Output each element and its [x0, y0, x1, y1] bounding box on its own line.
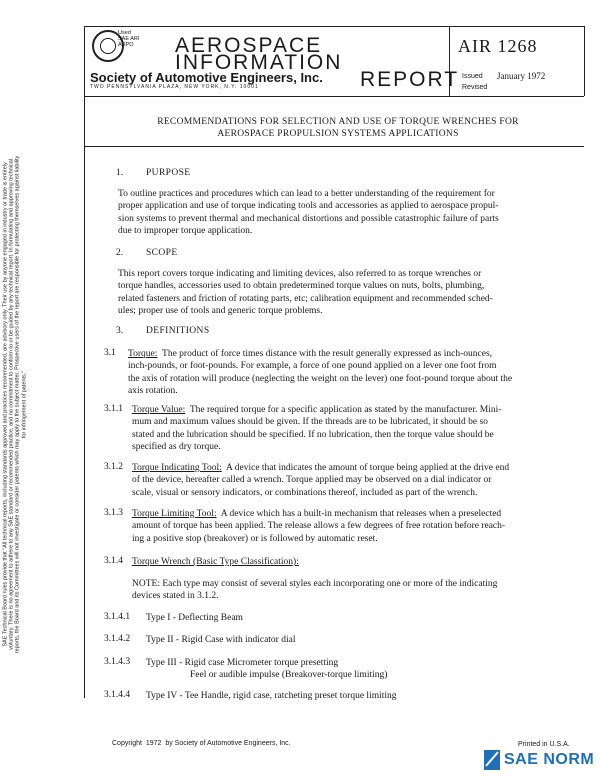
section-3-heading: DEFINITIONS [146, 326, 210, 336]
section-3-1-4-note [132, 578, 586, 603]
issued-date: January 1972 [497, 71, 546, 81]
section-3-1-4-3-text-2: Feel or audible impulse (Breakover-torque limiting) [190, 670, 388, 680]
copyright-label: Copyright [112, 740, 142, 747]
section-3-1-1-body [132, 404, 584, 453]
section-3-1-3-body [132, 508, 586, 545]
section-3-1-4-3-text: Type III - Rigid case Micrometer torque presetting [146, 658, 339, 668]
section-3-1-4-2-number: 3.1.4.2 [104, 634, 131, 644]
revised-label: Revised [462, 84, 488, 91]
definition-term: Torque Value: [132, 405, 186, 415]
text-line: specified as dry torque. [132, 441, 221, 452]
definition-term: Torque: [128, 349, 158, 359]
organization-name: Society of Automotive Engineers, Inc. [90, 70, 323, 85]
section-3-1-2-number: 3.1.2 [104, 462, 123, 472]
text-line: mum and maximum values should be given. If the threads are to be lubricated, it should be so [132, 417, 488, 428]
section-1-number: 1. [116, 168, 124, 178]
title-line-2: INFORMATION [175, 51, 343, 74]
issued-label: Issued [462, 73, 483, 80]
section-3-1-4-4-text: Type IV - Tee Handle, rigid case, ratcheting preset torque limiting [146, 691, 397, 701]
text-line: sion systems to prevent thermal and mechanical distortions and possible catastrophic failure of parts [118, 213, 499, 224]
section-2-number: 2. [116, 248, 124, 258]
title-bottom-rule [84, 146, 584, 147]
text-line: The product of force times distance with the result generally expressed as inch-ounces, [162, 349, 493, 359]
text-line: the axis of rotation will produce (neglecting the weight on the lever) one foot-pound torque about the [128, 373, 513, 384]
sae-norm-watermark [484, 748, 596, 772]
text-line: A device which has a built-in mechanism that releases when a preselected [220, 509, 502, 519]
section-2-heading: SCOPE [146, 248, 178, 258]
section-2-body [118, 268, 493, 317]
text-line: inch-pounds, or foot-pounds. For example, a force of one pound applied on a lever one foot from [128, 361, 497, 372]
printed-in: Printed in U.S.A. [518, 741, 570, 748]
section-3-1-number: 3.1 [104, 348, 116, 358]
copyright-org: by Society of Automotive Engineers, Inc. [165, 740, 291, 747]
text-line: The required torque for a specific application as stated by the manufacturer. Mini- [189, 405, 502, 415]
sae-norm-text: SAE NORM [504, 751, 595, 768]
text-line: stated and the lubrication should be specified. If no lubrication, then the torque value should be [132, 429, 494, 440]
text-line: axis rotation. [128, 385, 178, 396]
section-3-1-4-4-number: 3.1.4.4 [104, 690, 131, 700]
header-bottom-rule [84, 96, 584, 97]
text-line: ules; proper use of tools and generic torque problems. [118, 305, 323, 316]
document-title-line-1: RECOMMENDATIONS FOR SELECTION AND USE OF TORQUE WRENCHES FOR [157, 117, 519, 127]
header-top-rule [84, 26, 584, 27]
text-line: due to improper torque application. [118, 225, 253, 236]
section-3-1-4-1-text: Type I - Deflecting Beam [146, 613, 243, 623]
text-line: related fasteners and friction of rotating parts, etc; calibration equipment and recommended sched- [118, 293, 493, 304]
text-line: NOTE: Each type may consist of several styles each incorporating one or more of the indicating [132, 579, 498, 589]
section-3-1-4-1-number: 3.1.4.1 [104, 612, 131, 622]
text-line: proper application and use of torque indicating tools and accessories as applied to aerospace propul- [118, 201, 499, 212]
section-1-body [118, 188, 499, 237]
section-1-heading: PURPOSE [146, 168, 191, 178]
section-3-1-body [128, 348, 582, 397]
copyright-line [112, 740, 291, 747]
document-title-line-2: AEROSPACE PROPULSION SYSTEMS APPLICATIONS [217, 129, 459, 139]
left-margin-rule [84, 26, 85, 698]
text-line: of the device, hereafter called a wrench. Torque applied may be observed on a dial indicator or [132, 475, 492, 486]
logo-text: Used SAE ARI ARPO [118, 30, 140, 48]
text-line: devices stated in 3.1.2. [132, 591, 219, 602]
text-line: scale, visual or sensory indicators, or combinations thereof, included as part of the wrench. [132, 487, 478, 498]
text-line: amount of torque has been applied. The release allows a few degrees of free rotation before reach- [132, 521, 506, 532]
text-line: ing a positive stop (breakover) or is followed by automatic reset. [132, 533, 378, 544]
definition-term: Torque Limiting Tool: [132, 509, 217, 519]
text-line: torque handles, accessories used to obtain predetermined torque values on nuts, bolts, plumbing, [118, 281, 485, 292]
title-line-3: REPORT [360, 68, 460, 91]
section-3-number: 3. [116, 326, 124, 336]
text-line: To outline practices and procedures which can lead to a better understanding of the requirement for [118, 189, 495, 199]
sae-technical-board-note: SAE Technical Board rules provide that "All technical reports, including standards approved and practices recommended, are advisory only. Their use by anyone engaged in industry or trade is entirely voluntary. There is no agreement to adhere to any SAE standard or recommended practice, and no commitment to conform to or be guided by any technical report. In formulating and approving technical reports, the Board and its Committees will not investigate or consider patents which may apply to the subject matter. Prospective users of the report are responsible for protecting themselves against liability for infringement of patents." [2, 155, 28, 654]
text-line: This report covers torque indicating and limiting devices, also referred to as torque wrenches or [118, 269, 482, 279]
section-3-1-4-2-text: Type II - Rigid Case with indicator dial [146, 635, 296, 645]
copyright-year: 1972 [145, 740, 162, 747]
section-3-1-1-number: 3.1.1 [104, 404, 123, 414]
section-3-1-4-3-number: 3.1.4.3 [104, 657, 131, 667]
document-number: AIR 1268 [458, 36, 538, 56]
section-3-1-2-body [132, 462, 586, 499]
section-3-1-4-heading: Torque Wrench (Basic Type Classification): [132, 557, 299, 567]
section-3-1-4-number: 3.1.4 [104, 556, 123, 566]
definition-term: Torque Indicating Tool: [132, 463, 222, 473]
section-3-1-3-number: 3.1.3 [104, 508, 123, 518]
title-line-1: AEROSPACE [175, 34, 323, 57]
header-right-rule [584, 26, 585, 96]
organization-address: TWO PENNSYLVANIA PLAZA, NEW YORK, N.Y. 10001 [90, 84, 259, 90]
text-line: A device that indicates the amount of torque being applied at the drive end [226, 463, 510, 473]
